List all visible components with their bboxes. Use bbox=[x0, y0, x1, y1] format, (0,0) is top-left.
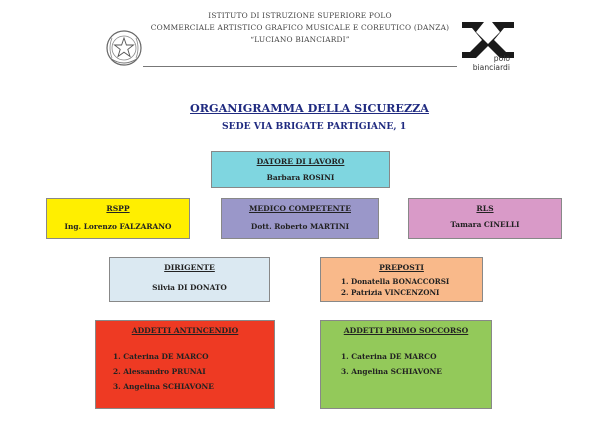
page-title: ORGANIGRAMMA DELLA SICUREZZA bbox=[190, 101, 429, 115]
list-item: 1. Donatella BONACCORSI bbox=[341, 277, 450, 286]
addetti-antincendio-list bbox=[113, 349, 214, 394]
list-item: 3. Angelina SCHIAVONE bbox=[113, 382, 214, 391]
medico-competente-box bbox=[221, 198, 379, 239]
list-item: 2. Patrizia VINCENZONI bbox=[341, 287, 440, 297]
list-item: 1. Caterina DE MARCO bbox=[341, 352, 437, 361]
preposti-box bbox=[320, 257, 483, 302]
dirigente-box bbox=[109, 257, 270, 302]
datore-di-lavoro-title: DATORE DI LAVORO bbox=[256, 157, 345, 166]
logo-caption-line-1: polo bbox=[493, 54, 510, 63]
logo-caption-line-2: bianciardi bbox=[472, 62, 510, 72]
rls-title: RLS bbox=[476, 204, 494, 213]
list-item: 3. Angelina SCHIAVONE bbox=[341, 367, 442, 376]
dirigente-name: Silvia DI DONATO bbox=[152, 283, 227, 292]
addetti-antincendio-title: ADDETTI ANTINCENDIO bbox=[131, 326, 239, 335]
addetti-primo-soccorso-box bbox=[320, 320, 492, 409]
header-line-1: ISTITUTO DI ISTRUZIONE SUPERIORE POLO bbox=[208, 11, 392, 20]
header-line-3: “LUCIANO BIANCIARDI” bbox=[250, 35, 350, 44]
medico-competente-name: Dott. Roberto MARTINI bbox=[250, 222, 350, 231]
list-item: 1. Caterina DE MARCO bbox=[113, 352, 209, 361]
logo-caption bbox=[470, 55, 510, 72]
list-item: 2. Alessandro PRUNAI bbox=[113, 367, 206, 376]
preposti-title: PREPOSTI bbox=[379, 263, 424, 272]
rspp-name: Ing. Lorenzo FALZARANO bbox=[64, 222, 172, 231]
preposti-list bbox=[341, 277, 449, 298]
datore-di-lavoro-name: Barbara ROSINI bbox=[266, 173, 335, 182]
datore-di-lavoro-box bbox=[211, 151, 390, 188]
rls-box bbox=[408, 198, 562, 239]
page-subtitle: SEDE VIA BRIGATE PARTIGIANE, 1 bbox=[222, 121, 407, 132]
addetti-primo-soccorso-title: ADDETTI PRIMO SOCCORSO bbox=[343, 326, 469, 335]
rspp-title: RSPP bbox=[106, 204, 130, 213]
school-header bbox=[143, 10, 457, 46]
italian-republic-emblem-icon bbox=[104, 28, 144, 68]
addetti-primo-soccorso-list bbox=[341, 349, 442, 379]
medico-competente-title: MEDICO COMPETENTE bbox=[248, 204, 351, 213]
header-line-2: COMMERCIALE ARTISTICO GRAFICO MUSICALE E COREUTICO (DANZA) bbox=[150, 23, 450, 32]
rls-name: Tamara CINELLI bbox=[450, 220, 520, 229]
addetti-antincendio-box bbox=[95, 320, 275, 409]
rspp-box bbox=[46, 198, 190, 239]
dirigente-title: DIRIGENTE bbox=[164, 263, 215, 272]
header-divider bbox=[143, 66, 457, 67]
